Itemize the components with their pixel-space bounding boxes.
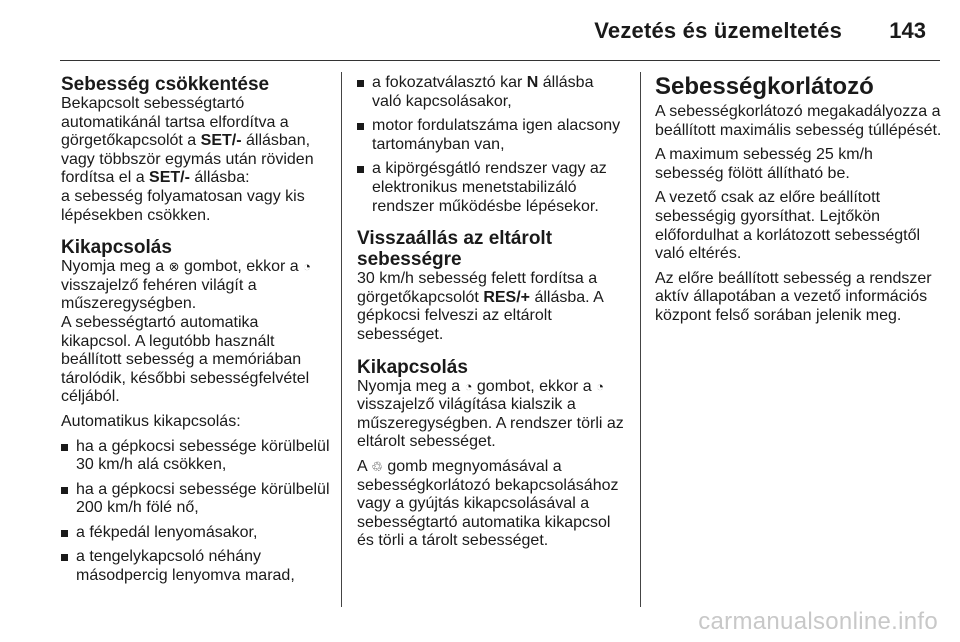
paragraph-limiter-button — [357, 458, 627, 551]
text: visszajelző világítása kialszik a műszeregységben. A rendszer törli az eltárolt sebességet. — [357, 396, 624, 451]
column-3 — [655, 74, 945, 332]
column-divider-1 — [341, 72, 342, 607]
text: Nyomja meg a — [357, 377, 465, 395]
paragraph-switch-off-2 — [357, 378, 627, 452]
text: állásba. A gépkocsi felveszi az eltárolt sebességet. — [357, 288, 603, 343]
heading-speed-limiter: Sebességkorlátozó — [655, 73, 874, 100]
text: A sebességtartó automatika kikapcsol. A legutóbb használt beállított sebesség a memóriában tárolódik, későbbi sebességfelvétel céljából. — [61, 313, 310, 406]
gear-n-label: N — [526, 74, 539, 91]
paragraph-limiter-3: A vezető csak az előre beállított sebességig gyorsíthat. Lejtőkön előfordulhat a korlátozott sebességtől való eltérés. — [655, 189, 921, 263]
page-header — [0, 0, 960, 60]
list-item: a tengelykapcsoló néhány másodpercig lenyomva marad, — [61, 548, 333, 585]
heading-resume-speed: Visszaállás az eltárolt sebességre — [357, 228, 553, 271]
text: állásba való kapcsolásakor, — [372, 74, 594, 110]
text: állásba: — [189, 169, 250, 187]
cruise-control-icon: ◔ — [596, 378, 604, 394]
text: Nyomja meg a — [61, 258, 169, 276]
heading-switch-off-2: Kikapcsolás — [357, 356, 468, 378]
set-label: SET/- — [200, 132, 242, 150]
cruise-control-icon: ◔ — [303, 259, 311, 275]
column-1 — [61, 74, 333, 592]
paragraph-limiter-4: Az előre beállított sebesség a rendszer aktív állapotában a vezető információs központ felső sorában jelenik meg. — [655, 269, 932, 324]
column-divider-2 — [640, 72, 641, 607]
paragraph-auto-off: Automatikus kikapcsolás: — [61, 412, 241, 430]
list-item: a fékpedál lenyomásakor, — [61, 524, 333, 543]
text: visszajelző fehéren világít a műszeregységben. — [61, 276, 257, 313]
list-item — [357, 74, 627, 111]
list-item: a kipörgésgátló rendszer vagy az elektronikus menetstabilizáló rendszer működésbe lépésekor. — [357, 160, 627, 216]
watermark: carmanualsonline.info — [698, 608, 938, 635]
column-2 — [357, 74, 627, 557]
paragraph-resume-speed — [357, 270, 627, 344]
heading-switch-off: Kikapcsolás — [61, 237, 172, 259]
set-label: SET/- — [149, 169, 190, 187]
paragraph-speed-decrease — [61, 95, 333, 225]
res-label: RES/+ — [483, 288, 530, 306]
list-item: ha a gépkocsi sebessége körülbelül 30 km/h alá csökken, — [61, 438, 333, 475]
list-item: motor fordulatszáma igen alacsony tartományban van, — [357, 117, 627, 154]
heading-speed-decrease: Sebesség csökkentése — [61, 74, 270, 95]
text: gombot, ekkor a — [472, 377, 597, 395]
auto-off-list-continued — [357, 74, 627, 216]
text: Bekapcsolt sebességtartó automatikánál tartsa elfordítva a görgetőkapcsolót a — [61, 95, 289, 150]
cruise-off-icon: ⊗ — [168, 259, 180, 275]
speed-limiter-icon: ♲ — [371, 458, 383, 474]
text: gomb megnyomásával a sebességkorlátozó bekapcsolásához vagy a gyújtás kikapcsolásával a sebességtartó automatika kikapcsol és törli a tárolt sebességet. — [357, 457, 619, 550]
list-item: ha a gépkocsi sebessége körülbelül 200 km/h fölé nő, — [61, 481, 333, 518]
text: a fokozatválasztó kar — [372, 74, 527, 91]
paragraph-limiter-2: A maximum sebesség 25 km/h sebesség fölött állítható be. — [655, 146, 873, 182]
text: 30 km/h sebesség felett fordítsa a görgetőkapcsolót — [357, 270, 598, 306]
paragraph-switch-off — [61, 258, 333, 407]
cruise-control-icon: ◔ — [464, 378, 473, 394]
header-divider — [60, 60, 940, 61]
page-number: 143 — [889, 18, 926, 43]
text: gombot, ekkor a — [179, 258, 304, 276]
text: a sebesség folyamatosan vagy kis lépésekben csökken. — [61, 187, 305, 224]
paragraph-limiter-1: A sebességkorlátozó megakadályozza a beállított maximális sebesség túllépését. — [655, 103, 942, 139]
auto-off-list — [61, 438, 333, 586]
text: A — [357, 457, 372, 475]
header-title: Vezetés és üzemeltetés — [594, 18, 842, 43]
text: állásban, vagy többször egymás után röviden fordítsa el a — [61, 132, 314, 187]
